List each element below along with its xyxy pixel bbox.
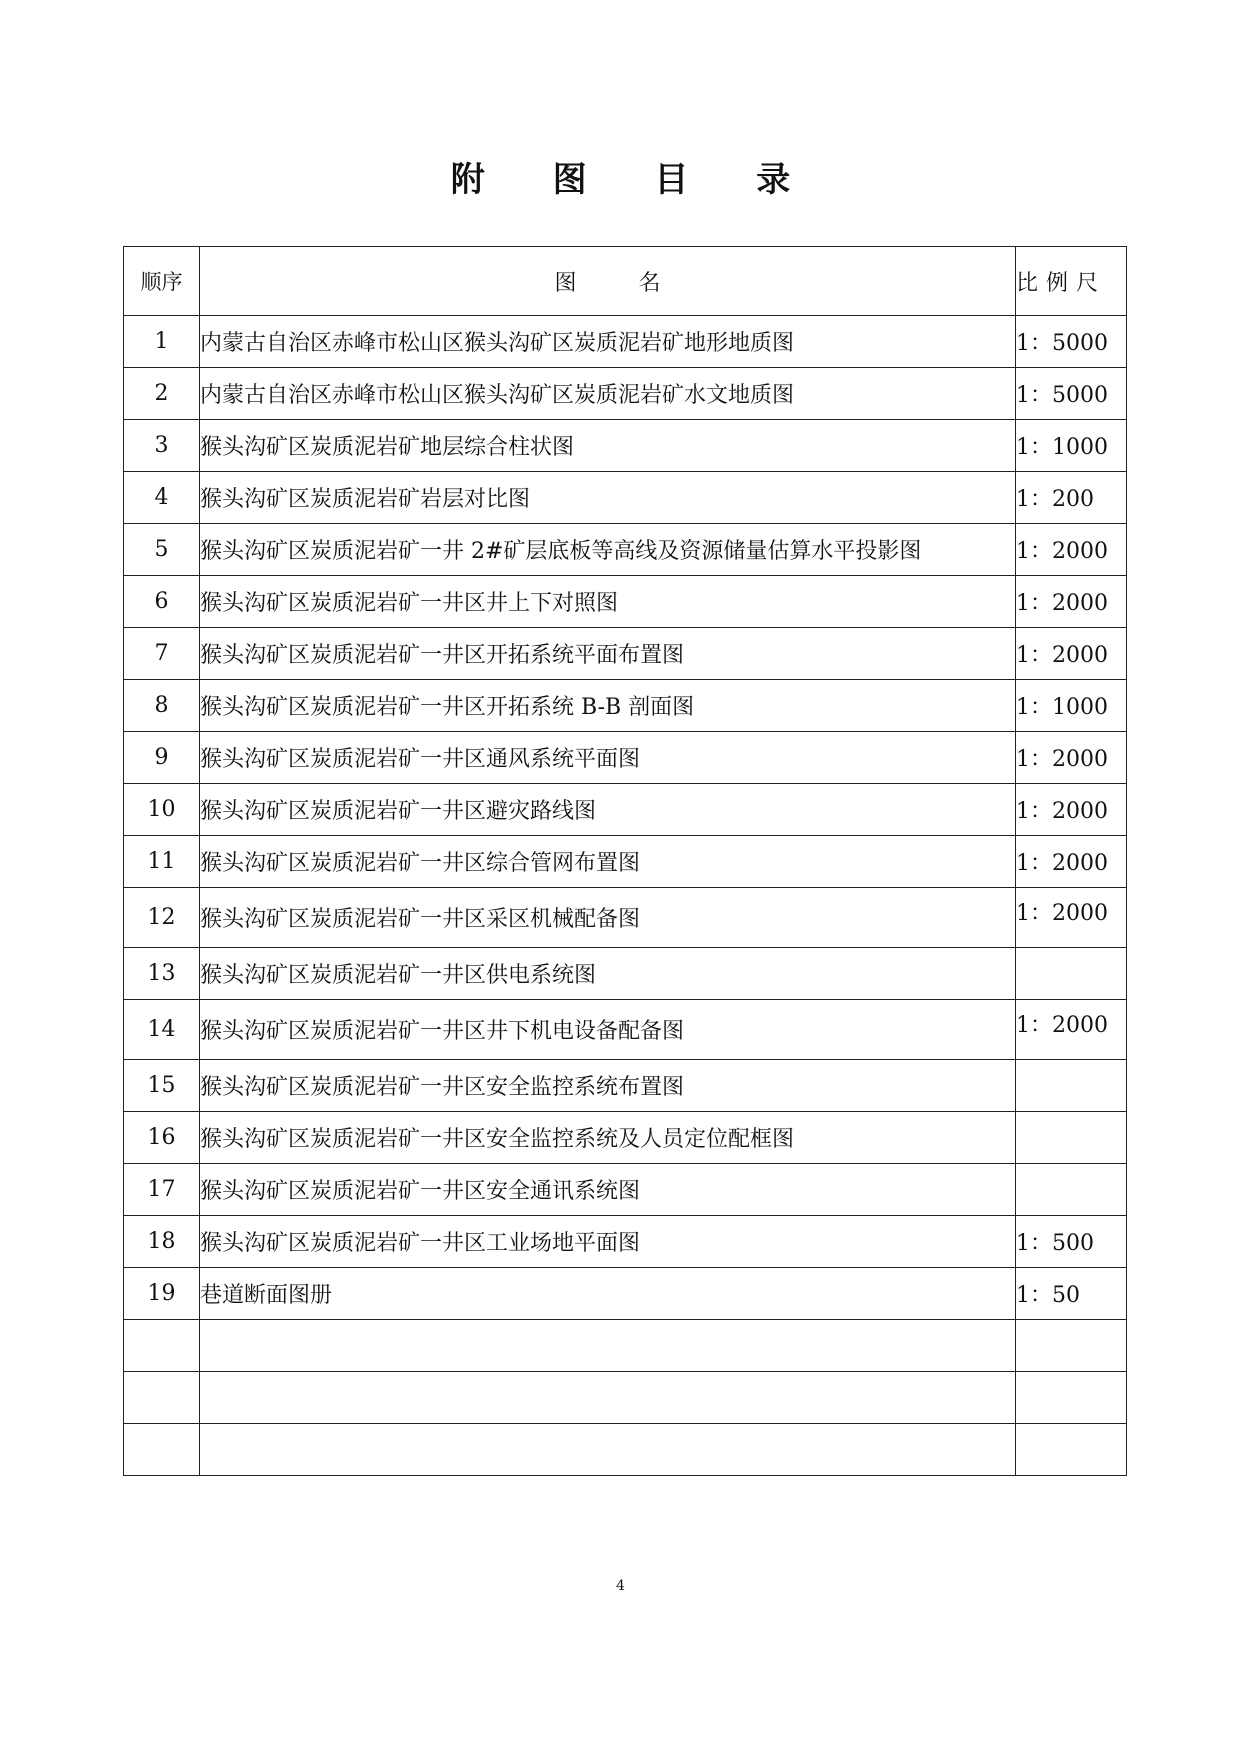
row-sequence: 6 xyxy=(124,576,200,628)
row-drawing-name: 猴头沟矿区炭质泥岩矿地层综合柱状图 xyxy=(200,420,1016,472)
row-sequence: 13 xyxy=(124,948,200,1000)
row-sequence: 18 xyxy=(124,1216,200,1268)
row-sequence: 3 xyxy=(124,420,200,472)
row-drawing-name: 猴头沟矿区炭质泥岩矿一井 2#矿层底板等高线及资源储量估算水平投影图 xyxy=(200,524,1016,576)
row-sequence: 11 xyxy=(124,836,200,888)
table-row xyxy=(124,576,1127,628)
row-sequence: 16 xyxy=(124,1112,200,1164)
table-row xyxy=(124,948,1127,1000)
row-sequence: 15 xyxy=(124,1060,200,1112)
row-drawing-name: 猴头沟矿区炭质泥岩矿一井区通风系统平面图 xyxy=(200,732,1016,784)
row-scale: 1：1000 xyxy=(1016,680,1127,732)
table-row xyxy=(124,1216,1127,1268)
row-sequence: 19 xyxy=(124,1268,200,1320)
header-name-part1: 图 xyxy=(554,270,577,296)
row-scale: 1：2000 xyxy=(1016,576,1127,628)
row-drawing-name: 猴头沟矿区炭质泥岩矿一井区避灾路线图 xyxy=(200,784,1016,836)
row-scale xyxy=(1016,1060,1127,1112)
drawing-catalog-table xyxy=(123,246,1127,1476)
table-header-row xyxy=(124,247,1127,316)
row-scale: 1：2000 xyxy=(1016,836,1127,888)
header-sequence: 顺序 xyxy=(124,247,200,316)
row-scale: 1：200 xyxy=(1016,472,1127,524)
row-scale xyxy=(1016,1320,1127,1372)
row-scale: 1：5000 xyxy=(1016,316,1127,368)
row-scale: 1：2000 xyxy=(1016,784,1127,836)
row-scale: 1：2000 xyxy=(1016,888,1127,948)
row-drawing-name xyxy=(200,1372,1016,1424)
row-sequence: 14 xyxy=(124,1000,200,1060)
header-drawing-name xyxy=(200,247,1016,316)
table-row xyxy=(124,368,1127,420)
row-drawing-name: 猴头沟矿区炭质泥岩矿一井区安全通讯系统图 xyxy=(200,1164,1016,1216)
table-row xyxy=(124,472,1127,524)
table-row xyxy=(124,1268,1127,1320)
table-row xyxy=(124,1424,1127,1476)
table-row xyxy=(124,1320,1127,1372)
row-sequence xyxy=(124,1372,200,1424)
table-row xyxy=(124,1372,1127,1424)
row-sequence xyxy=(124,1424,200,1476)
table-row xyxy=(124,316,1127,368)
row-sequence: 7 xyxy=(124,628,200,680)
row-drawing-name: 猴头沟矿区炭质泥岩矿岩层对比图 xyxy=(200,472,1016,524)
row-drawing-name: 内蒙古自治区赤峰市松山区猴头沟矿区炭质泥岩矿地形地质图 xyxy=(200,316,1016,368)
row-scale xyxy=(1016,948,1127,1000)
row-sequence: 12 xyxy=(124,888,200,948)
table-row xyxy=(124,732,1127,784)
header-name-part2: 名 xyxy=(638,270,661,296)
row-sequence: 9 xyxy=(124,732,200,784)
row-sequence: 5 xyxy=(124,524,200,576)
header-scale: 比例尺 xyxy=(1016,247,1127,316)
row-drawing-name: 猴头沟矿区炭质泥岩矿一井区综合管网布置图 xyxy=(200,836,1016,888)
row-drawing-name: 内蒙古自治区赤峰市松山区猴头沟矿区炭质泥岩矿水文地质图 xyxy=(200,368,1016,420)
row-sequence xyxy=(124,1320,200,1372)
table-row xyxy=(124,1060,1127,1112)
row-scale xyxy=(1016,1424,1127,1476)
row-drawing-name: 猴头沟矿区炭质泥岩矿一井区井下机电设备配备图 xyxy=(200,1000,1016,1060)
row-sequence: 17 xyxy=(124,1164,200,1216)
table-row xyxy=(124,1000,1127,1060)
table-row xyxy=(124,628,1127,680)
row-drawing-name xyxy=(200,1424,1016,1476)
row-sequence: 4 xyxy=(124,472,200,524)
row-scale: 1：2000 xyxy=(1016,628,1127,680)
table-row xyxy=(124,420,1127,472)
row-drawing-name: 猴头沟矿区炭质泥岩矿一井区采区机械配备图 xyxy=(200,888,1016,948)
table-row xyxy=(124,888,1127,948)
table-row xyxy=(124,524,1127,576)
row-scale: 1：5000 xyxy=(1016,368,1127,420)
row-scale xyxy=(1016,1164,1127,1216)
row-drawing-name: 巷道断面图册 xyxy=(200,1268,1016,1320)
row-scale: 1：500 xyxy=(1016,1216,1127,1268)
row-drawing-name: 猴头沟矿区炭质泥岩矿一井区开拓系统 B-B 剖面图 xyxy=(200,680,1016,732)
row-sequence: 2 xyxy=(124,368,200,420)
table-row xyxy=(124,836,1127,888)
row-scale xyxy=(1016,1372,1127,1424)
table-row xyxy=(124,680,1127,732)
table-row xyxy=(124,784,1127,836)
row-drawing-name: 猴头沟矿区炭质泥岩矿一井区供电系统图 xyxy=(200,948,1016,1000)
row-scale: 1：2000 xyxy=(1016,1000,1127,1060)
row-scale: 1：1000 xyxy=(1016,420,1127,472)
row-drawing-name: 猴头沟矿区炭质泥岩矿一井区安全监控系统及人员定位配框图 xyxy=(200,1112,1016,1164)
row-sequence: 10 xyxy=(124,784,200,836)
row-scale: 1：2000 xyxy=(1016,732,1127,784)
row-sequence: 1 xyxy=(124,316,200,368)
table-row xyxy=(124,1112,1127,1164)
row-drawing-name: 猴头沟矿区炭质泥岩矿一井区工业场地平面图 xyxy=(200,1216,1016,1268)
row-scale xyxy=(1016,1112,1127,1164)
row-scale: 1：2000 xyxy=(1016,524,1127,576)
row-drawing-name xyxy=(200,1320,1016,1372)
row-drawing-name: 猴头沟矿区炭质泥岩矿一井区安全监控系统布置图 xyxy=(200,1060,1016,1112)
document-title: 附 图 目 录 xyxy=(450,160,819,200)
row-drawing-name: 猴头沟矿区炭质泥岩矿一井区井上下对照图 xyxy=(200,576,1016,628)
table-row xyxy=(124,1164,1127,1216)
row-drawing-name: 猴头沟矿区炭质泥岩矿一井区开拓系统平面布置图 xyxy=(200,628,1016,680)
page-number: 4 xyxy=(616,1578,625,1594)
row-scale: 1：50 xyxy=(1016,1268,1127,1320)
row-sequence: 8 xyxy=(124,680,200,732)
